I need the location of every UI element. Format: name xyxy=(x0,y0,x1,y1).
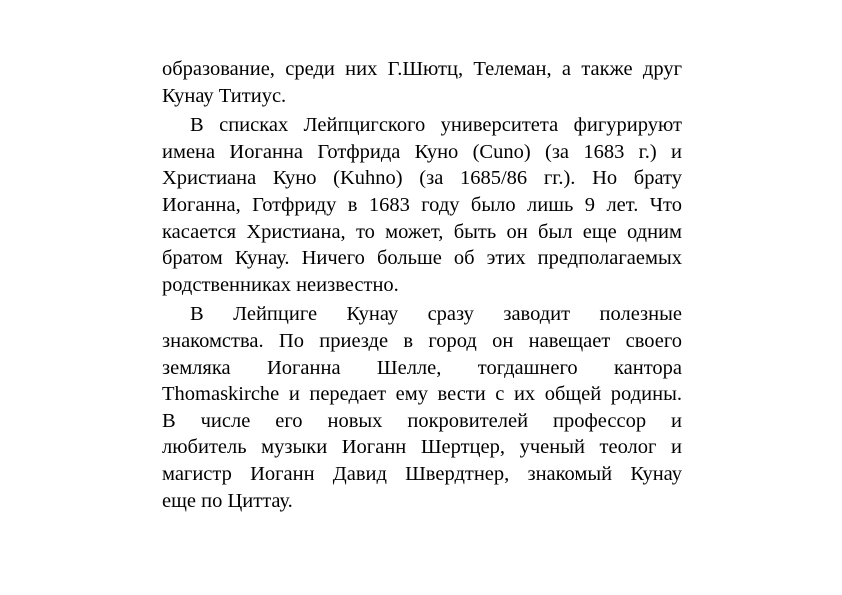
text-line: В Лейпциге Кунау сразу заводит полезные xyxy=(190,303,682,326)
paragraph-3 xyxy=(162,301,682,514)
text-line: В списках Лейпцигского университета фигурируют xyxy=(190,114,682,137)
text-line: касается Христиана, то может, быть он был еще одним xyxy=(162,220,682,243)
text-line: еще по Циттау. xyxy=(162,489,293,512)
text-line: Христиана Куно (Kuhno) (за 1685/86 гг.). Но брату xyxy=(162,167,682,190)
text-line: братом Кунау. Ничего больше об этих предполагаемых xyxy=(162,247,682,270)
text-line: Иоганна, Готфриду в 1683 году было лишь 9 лет. Что xyxy=(162,193,682,216)
paragraph-1 xyxy=(162,56,682,109)
text-line: В числе его новых покровителей профессор и xyxy=(162,409,682,432)
text-line: земляка Иоганна Шелле, тогдашнего кантора xyxy=(162,356,682,379)
text-line: образование, среди них Г.Шютц, Телеман, а также друг xyxy=(162,58,682,80)
text-line: знакомства. По приезде в город он навещает своего xyxy=(162,329,682,352)
text-line: Кунау Титиус. xyxy=(162,84,287,107)
text-line: родственниках неизвестно. xyxy=(162,273,399,296)
text-line: имена Иоганна Готфрида Куно (Cuno) (за 1683 г.) и xyxy=(162,140,682,163)
body-text xyxy=(162,56,682,514)
text-line: любитель музыки Иоганн Шертцер, ученый теолог и xyxy=(162,436,682,459)
text-line: магистр Иоганн Давид Швердтнер, знакомый Кунау xyxy=(162,462,682,485)
paragraph-2 xyxy=(162,112,682,298)
text-line: Thomaskirche и передает ему вести с их общей родины. xyxy=(162,383,682,406)
